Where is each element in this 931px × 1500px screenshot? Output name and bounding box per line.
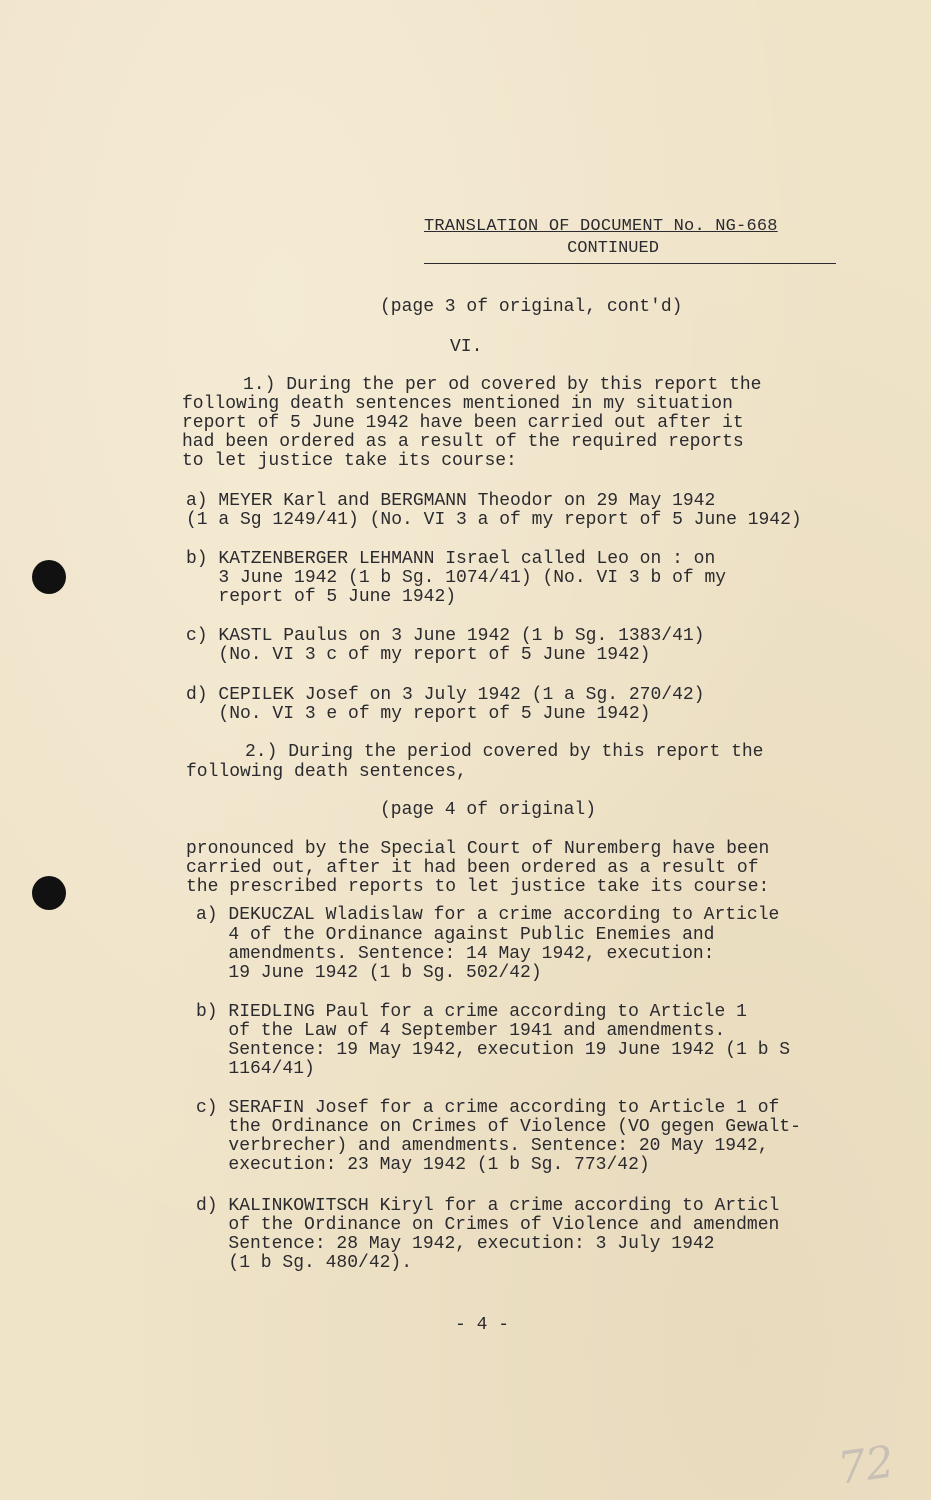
- list2-item-a-line-3: amendments. Sentence: 14 May 1942, execution:: [196, 944, 715, 964]
- header-continued: CONTINUED: [567, 239, 659, 258]
- para1-line-2: following death sentences mentioned in my situation: [182, 394, 733, 414]
- punch-hole-bottom: [32, 876, 66, 910]
- list2-item-c-line-3: verbrecher) and amendments. Sentence: 20 May 1942,: [196, 1136, 769, 1156]
- list2-item-c-line-2: the Ordinance on Crimes of Violence (VO gegen Gewalt-: [196, 1117, 801, 1137]
- list2-item-c-line-4: execution: 23 May 1942 (1 b Sg. 773/42): [196, 1155, 650, 1175]
- para3-line-3: the prescribed reports to let justice take its course:: [186, 877, 770, 897]
- para1-line-5: to let justice take its course:: [182, 451, 517, 471]
- punch-hole-top: [32, 560, 66, 594]
- list2-item-d-line-2: of the Ordinance on Crimes of Violence and amendmen: [196, 1215, 780, 1235]
- list2-item-b-line-1: b) RIEDLING Paul for a crime according to Article 1: [196, 1002, 747, 1022]
- section-heading: VI.: [450, 337, 483, 357]
- list2-item-b-line-2: of the Law of 4 September 1941 and amendments.: [196, 1021, 726, 1041]
- list2-item-a-line-4: 19 June 1942 (1 b Sg. 502/42): [196, 963, 542, 983]
- document-header: [424, 216, 838, 264]
- para2-line-1: 2.) During the period covered by this report the: [245, 742, 764, 762]
- list2-item-d-line-4: (1 b Sg. 480/42).: [196, 1253, 413, 1273]
- para3-line-1: pronounced by the Special Court of Nuremberg have been: [186, 839, 770, 859]
- para2-line-2: following death sentences,: [186, 762, 467, 782]
- list1-item-b-line-3: report of 5 June 1942): [186, 587, 457, 607]
- list1-item-c-line-2: (No. VI 3 c of my report of 5 June 1942): [186, 645, 651, 665]
- list1-item-d-line-1: d) CEPILEK Josef on 3 July 1942 (1 a Sg. 270/42): [186, 685, 705, 705]
- list2-item-a-line-2: 4 of the Ordinance against Public Enemies and: [196, 925, 715, 945]
- list2-item-c-line-1: c) SERAFIN Josef for a crime according to Article 1 of: [196, 1098, 780, 1118]
- list2-item-d-line-1: d) KALINKOWITSCH Kiryl for a crime according to Articl: [196, 1196, 780, 1216]
- list1-item-a-line-1: a) MEYER Karl and BERGMANN Theodor on 29 May 1942: [186, 491, 716, 511]
- page-number: - 4 -: [455, 1315, 510, 1335]
- para3-line-2: carried out, after it had been ordered as a result of: [186, 858, 759, 878]
- header-rule: [424, 263, 836, 264]
- list1-item-a-line-2: (1 a Sg 1249/41) (No. VI 3 a of my report of 5 June 1942): [186, 510, 802, 530]
- header-title: TRANSLATION OF DOCUMENT No. NG-668: [424, 217, 778, 236]
- list2-item-b-line-4: 1164/41): [196, 1059, 315, 1079]
- list2-item-b-line-3: Sentence: 19 May 1942, execution 19 June 1942 (1 b S: [196, 1040, 791, 1060]
- list1-item-d-line-2: (No. VI 3 e of my report of 5 June 1942): [186, 704, 651, 724]
- para1-line-3: report of 5 June 1942 have been carried out after it: [182, 413, 744, 433]
- list1-item-b-line-2: 3 June 1942 (1 b Sg. 1074/41) (No. VI 3 b of my: [186, 568, 727, 588]
- page-reference-4: (page 4 of original): [380, 800, 597, 820]
- handwritten-folio-number: 72: [834, 1436, 898, 1495]
- page-reference-3: (page 3 of original, cont'd): [380, 297, 683, 317]
- list1-item-c-line-1: c) KASTL Paulus on 3 June 1942 (1 b Sg. 1383/41): [186, 626, 705, 646]
- para1-line-4: had been ordered as a result of the required reports: [182, 432, 744, 452]
- list2-item-d-line-3: Sentence: 28 May 1942, execution: 3 July 1942: [196, 1234, 715, 1254]
- para1-line-1: 1.) During the per od covered by this report the: [243, 375, 762, 395]
- list1-item-b-line-1: b) KATZENBERGER LEHMANN Israel called Leo on : on: [186, 549, 716, 569]
- list2-item-a-line-1: a) DEKUCZAL Wladislaw for a crime according to Article: [196, 905, 780, 925]
